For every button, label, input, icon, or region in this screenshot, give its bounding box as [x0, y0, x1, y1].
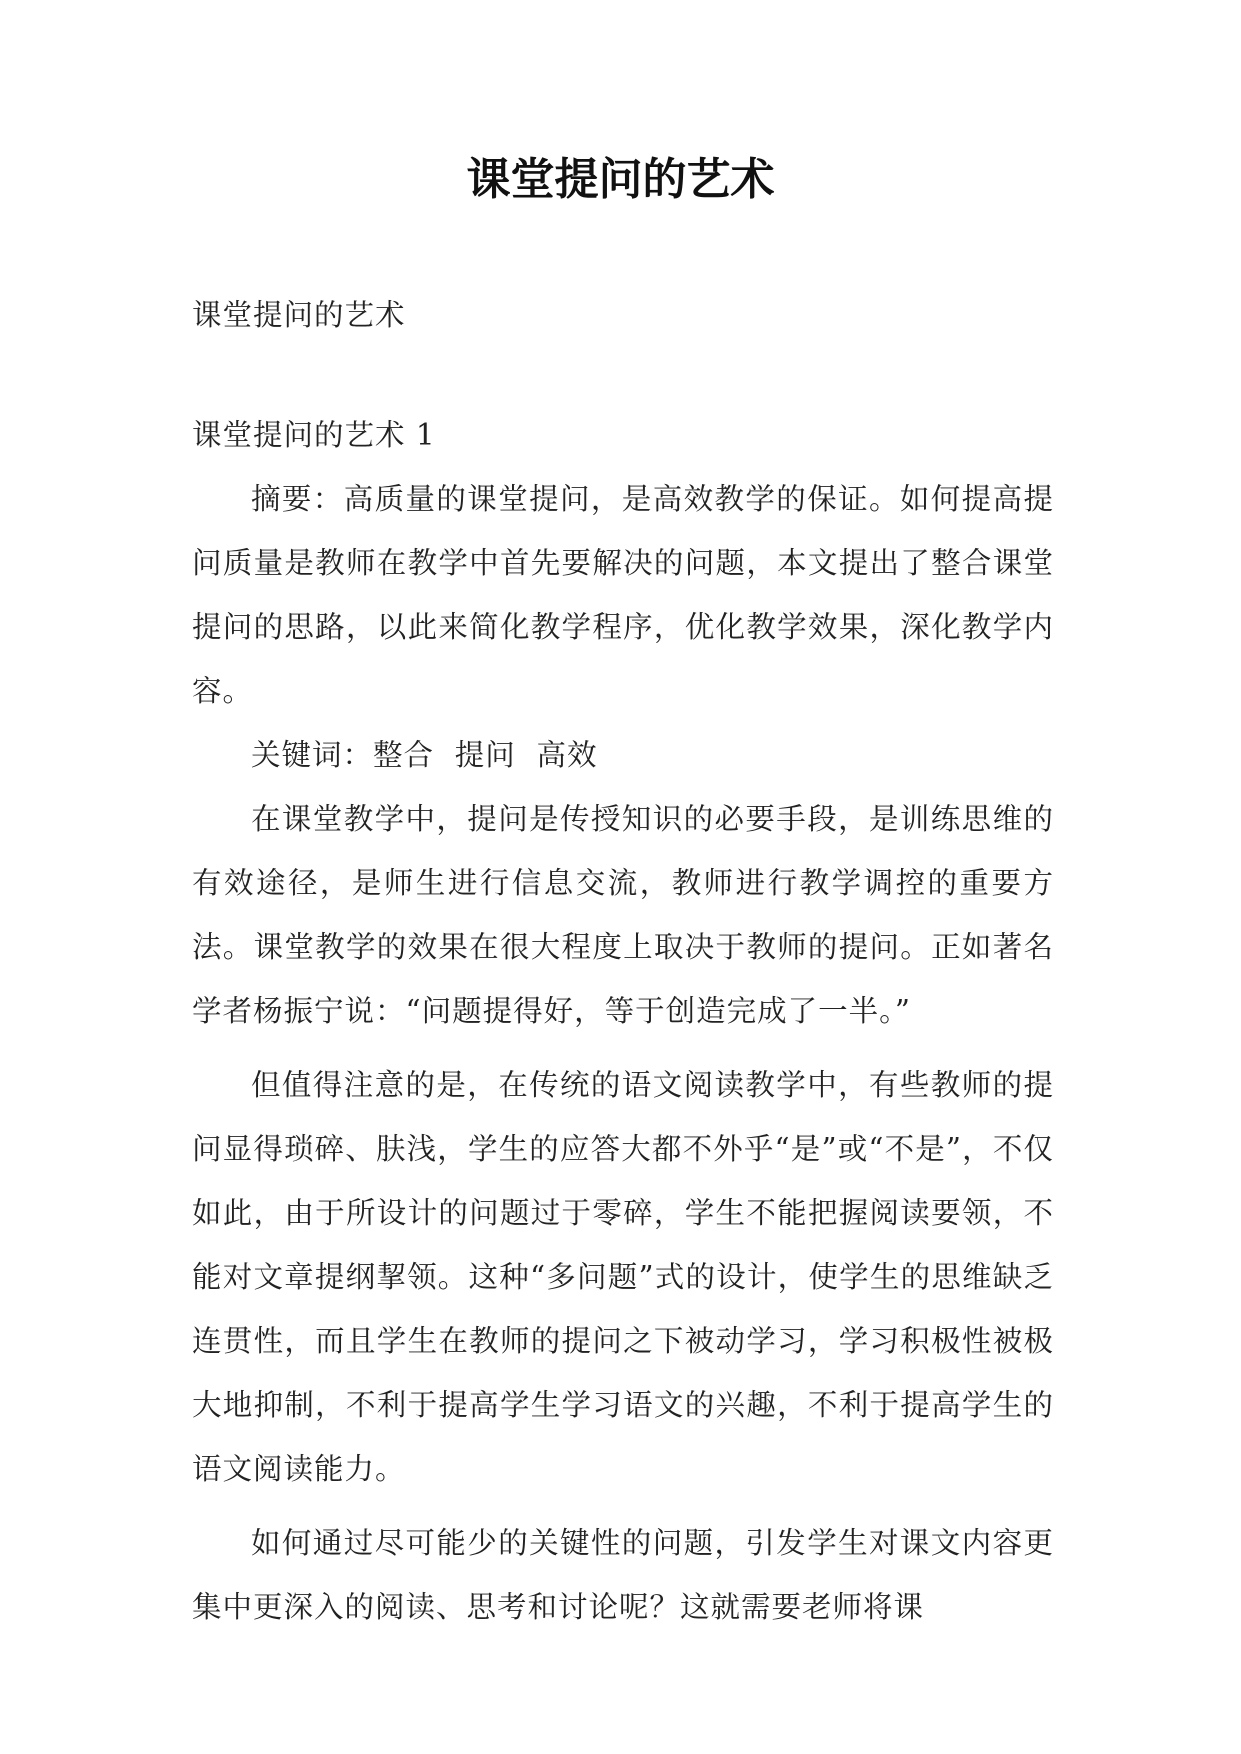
document-body — [192, 403, 1054, 1639]
keywords-paragraph: 关键词：整合 提问 高效 — [251, 738, 598, 772]
abstract-paragraph: 摘要：高质量的课堂提问，是高效教学的保证。如何提高提问质量是教师在教学中首先要解决的问题，本文提出了整合课堂提问的思路，以此来简化教学程序，优化教学效果，深化教学内容。 — [192, 482, 1054, 708]
section-heading: 课堂提问的艺术 1 — [192, 418, 436, 452]
document-subtitle: 课堂提问的艺术 — [192, 298, 406, 332]
document-title: 课堂提问的艺术 — [466, 154, 775, 205]
body-paragraph: 但值得注意的是，在传统的语文阅读教学中，有些教师的提问显得琐碎、肤浅，学生的应答大都不外乎“是”或“不是”，不仅如此，由于所设计的问题过于零碎，学生不能把握阅读要领，不能对文章提纲挈领。这种“多问题”式的设计，使学生的思维缺乏连贯性，而且学生在教师的提问之下被动学习，学习积极性被极大地抑制，不利于提高学生学习语文的兴趣，不利于提高学生的语文阅读能力。 — [192, 1068, 1054, 1486]
body-paragraph: 在课堂教学中，提问是传授知识的必要手段，是训练思维的有效途径，是师生进行信息交流，教师进行教学调控的重要方法。课堂教学的效果在很大程度上取决于教师的提问。正如著名学者杨振宁说：“问题提得好，等于创造完成了一半。” — [192, 802, 1054, 1028]
body-paragraph: 如何通过尽可能少的关键性的问题，引发学生对课文内容更集中更深入的阅读、思考和讨论呢？这就需要老师将课 — [192, 1526, 1054, 1624]
